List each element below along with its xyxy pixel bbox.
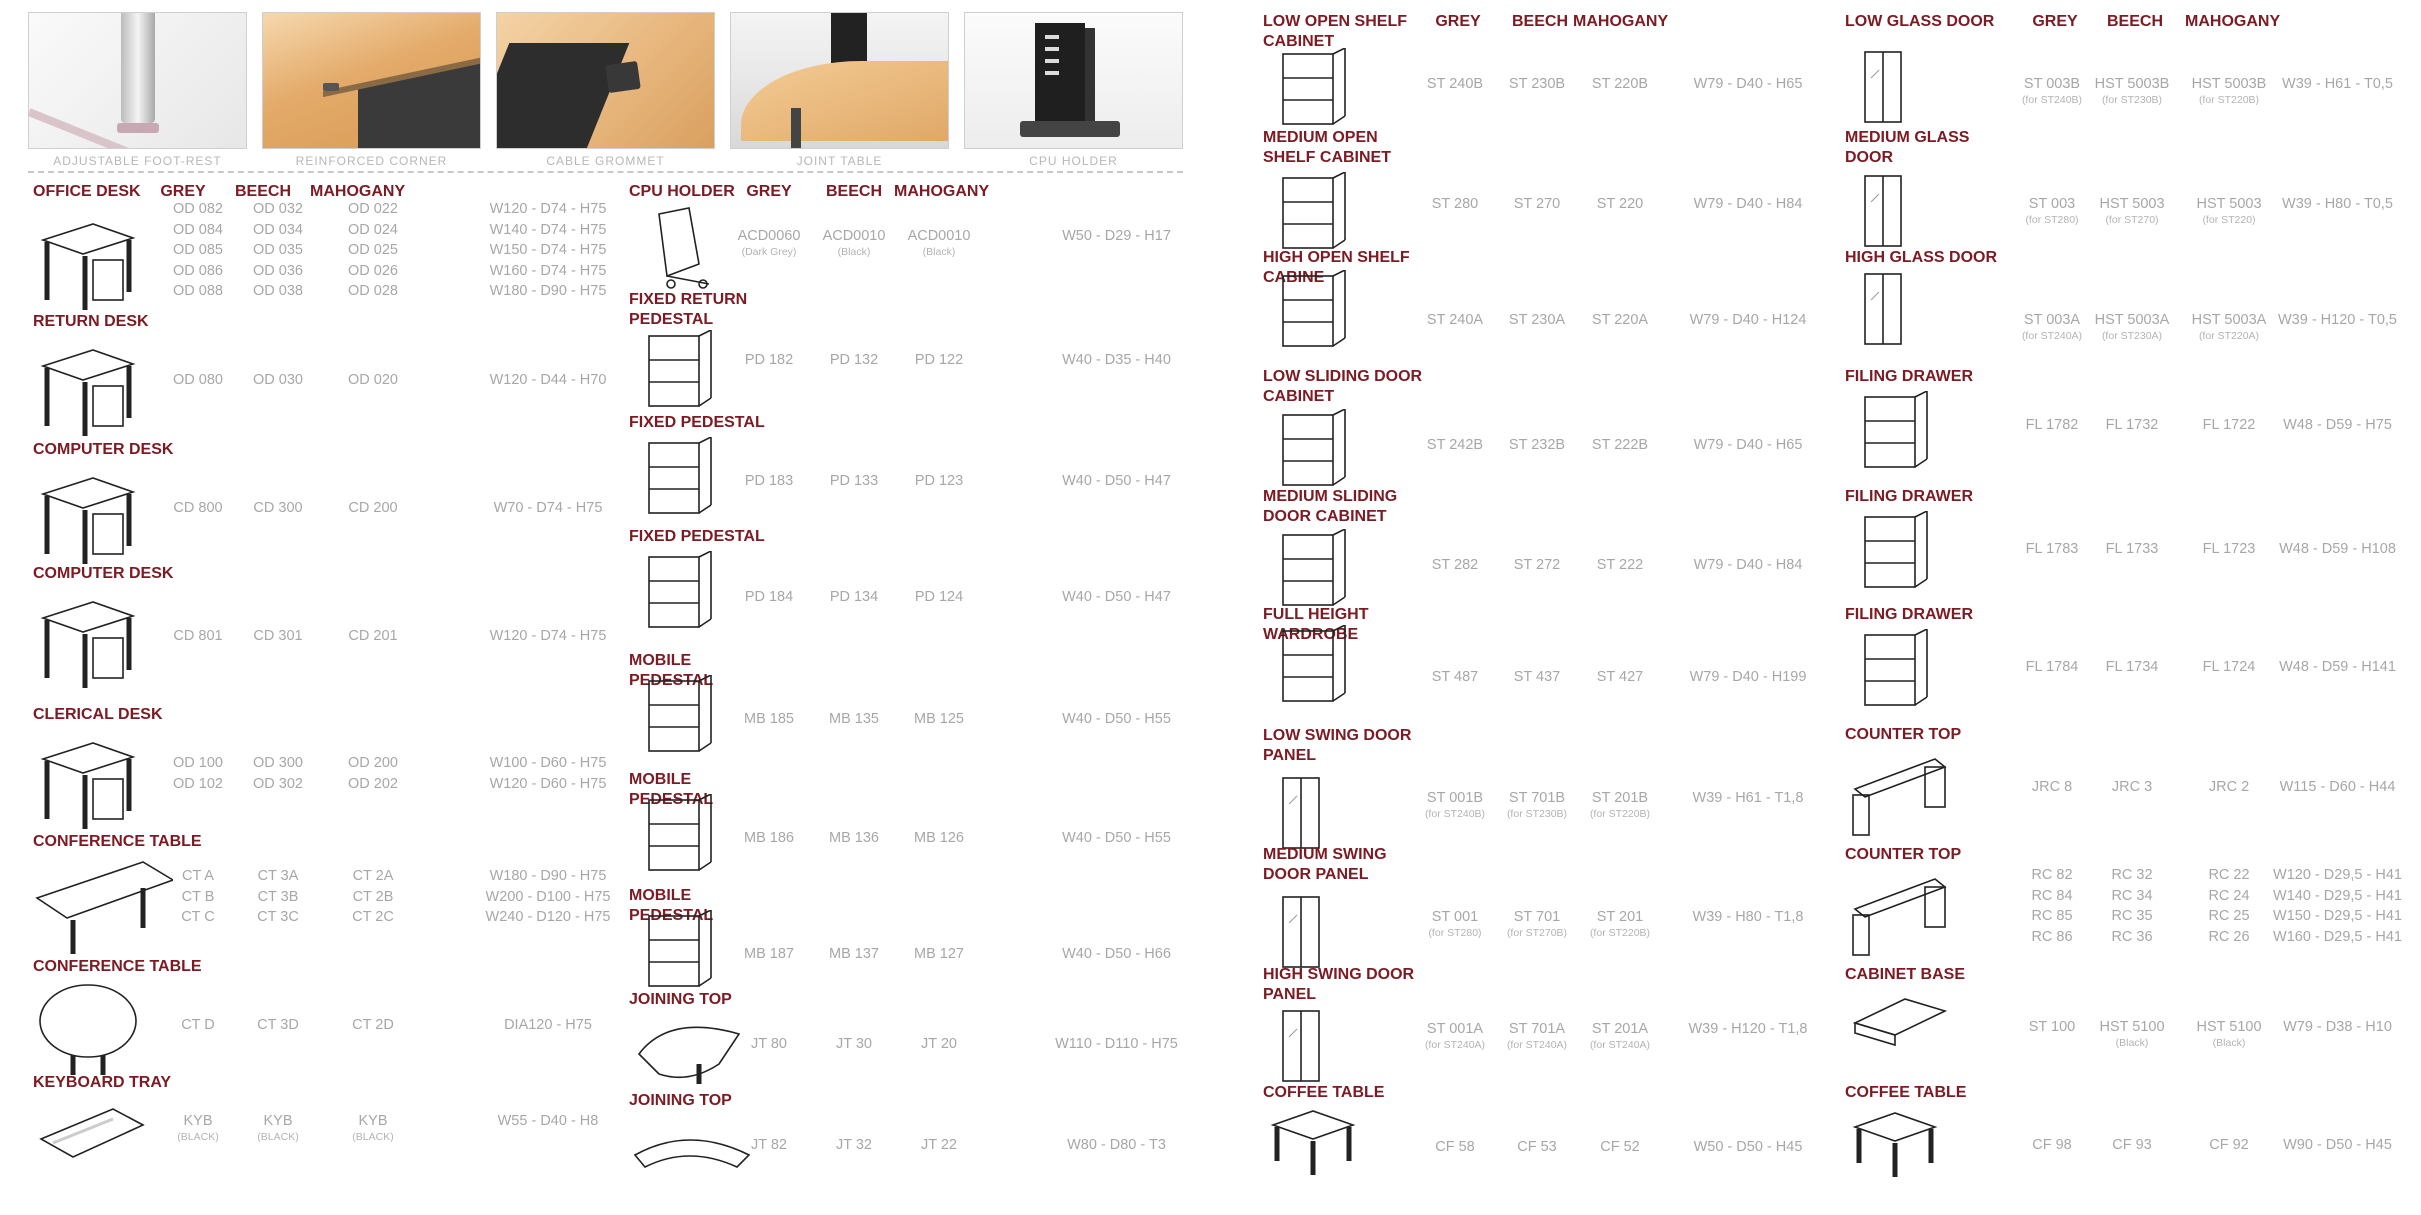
product-dimensions: W79 - D40 - H65	[1648, 435, 1848, 456]
reinforced-corner-photo	[262, 12, 481, 149]
product-code: JT 22	[889, 1135, 989, 1156]
product-code: FL 1722	[2179, 415, 2279, 436]
header-grey: GREY	[138, 182, 228, 202]
code-note: (for ST280)	[2002, 215, 2102, 226]
product-code: ST 427	[1570, 667, 1670, 688]
product-dimensions: W40 - D50 - H47	[1017, 587, 1217, 608]
product-code: CT 2C	[323, 907, 423, 928]
product-dimensions: W48 - D59 - H75	[2238, 415, 2421, 436]
coffee-table-icon	[1845, 1107, 1985, 1207]
product-title: MEDIUM SLIDING DOOR CABINET	[1263, 487, 1433, 527]
photo-card	[28, 12, 247, 168]
code-note: (for ST230A)	[2082, 331, 2182, 342]
product-code: ST 201A (for ST240A)	[1570, 1019, 1670, 1051]
product-title: COUNTER TOP	[1845, 725, 2005, 745]
product-code: ST 437	[1487, 667, 1587, 688]
product-code: OD 038	[228, 281, 328, 302]
product-dimensions: W100 - D60 - H75	[448, 753, 648, 774]
product-title: COUNTER TOP	[1845, 845, 2005, 865]
code-note: (for ST240A)	[1405, 1040, 1505, 1051]
product-title: JOINING TOP	[629, 1091, 774, 1111]
product-code: OD 022	[323, 199, 423, 220]
product-code: HST 5003B (for ST230B)	[2082, 74, 2182, 106]
product-title: LOW GLASS DOOR	[1845, 12, 2005, 32]
product-code: OD 020	[323, 370, 423, 391]
product-title: LOW SWING DOOR PANEL	[1263, 726, 1433, 766]
product-code: RC 86	[2002, 927, 2102, 948]
photo-caption: CPU HOLDER	[1029, 154, 1118, 168]
counter-top-icon	[1845, 749, 1985, 849]
product-code: RC 25	[2179, 906, 2279, 927]
product-dimensions: W79 - D40 - H199	[1648, 667, 1848, 688]
product-code: CT 3C	[228, 907, 328, 928]
product-code: OD 025	[323, 240, 423, 261]
photo-caption: JOINT TABLE	[797, 154, 883, 168]
product-code: FL 1734	[2082, 657, 2182, 678]
product-code: FL 1733	[2082, 539, 2182, 560]
header-mahogany: MAHOGANY	[2185, 12, 2275, 32]
photo-card	[964, 12, 1183, 168]
product-dimensions: W48 - D59 - H141	[2238, 657, 2421, 678]
product-code: ST 230A	[1487, 310, 1587, 331]
product-dimensions: W39 - H61 - T1,8	[1648, 788, 1848, 809]
product-title: FIXED RETURN PEDESTAL	[629, 290, 774, 330]
product-title: MOBILE PEDESTAL	[629, 770, 774, 810]
product-code: OD 084	[148, 220, 248, 241]
product-code: PD 132	[804, 350, 904, 371]
product-code: HST 5003A (for ST230A)	[2082, 310, 2182, 342]
product-code: ST 003B (for ST240B)	[2002, 74, 2102, 106]
product-code: OD 202	[323, 774, 423, 795]
header-grey: GREY	[1413, 12, 1503, 32]
product-dimensions: W140 - D29,5 - H41	[2238, 886, 2421, 907]
product-code: JT 32	[804, 1135, 904, 1156]
section-divider	[28, 171, 1183, 173]
full-height-wardrobe-icon	[1263, 625, 1403, 725]
product-title: HIGH OPEN SHELF CABINE	[1263, 248, 1433, 288]
product-dimensions: W39 - H61 - T0,5	[2238, 74, 2421, 95]
adjustable-foot-rest-photo	[28, 12, 247, 149]
header-mahogany: MAHOGANY	[310, 182, 400, 202]
header-beech: BEECH	[2090, 12, 2180, 32]
product-code: CD 300	[228, 498, 328, 519]
header-beech: BEECH	[1495, 12, 1585, 32]
photo-card	[730, 12, 949, 168]
photo-card	[496, 12, 715, 168]
product-code: CF 92	[2179, 1135, 2279, 1156]
product-dimensions: W180 - D90 - H75	[448, 866, 648, 887]
product-code: CT A	[148, 866, 248, 887]
product-code: PD 134	[804, 587, 904, 608]
product-code: ST 100	[2002, 1017, 2102, 1038]
product-dimensions: W80 - D80 - T3	[1017, 1135, 1217, 1156]
code-note: (for ST220A)	[2179, 331, 2279, 342]
header-beech: BEECH	[218, 182, 308, 202]
product-dimensions: W140 - D74 - H75	[448, 220, 648, 241]
product-title: MEDIUM OPEN SHELF CABINET	[1263, 128, 1433, 168]
code-note: (for ST230B)	[1487, 809, 1587, 820]
product-dimensions: W90 - D50 - H45	[2238, 1135, 2421, 1156]
code-note: (for ST240A)	[1487, 1040, 1587, 1051]
code-note: (for ST220)	[2179, 215, 2279, 226]
product-code: CT 3D	[228, 1015, 328, 1036]
product-code: RC 85	[2002, 906, 2102, 927]
product-code: MB 135	[804, 709, 904, 730]
product-code: OD 024	[323, 220, 423, 241]
code-note: (for ST270B)	[1487, 928, 1587, 939]
product-code: CF 93	[2082, 1135, 2182, 1156]
product-code: ACD0010 (Black)	[889, 226, 989, 258]
product-title: MOBILE PEDESTAL	[629, 886, 774, 926]
code-note: (Black)	[2082, 1038, 2182, 1049]
code-note: (BLACK)	[228, 1132, 328, 1143]
product-code: OD 028	[323, 281, 423, 302]
product-code: ST 201 (for ST220B)	[1570, 907, 1670, 939]
code-note: (Dark Grey)	[719, 247, 819, 258]
product-code: RC 24	[2179, 886, 2279, 907]
product-code: CT 2D	[323, 1015, 423, 1036]
product-code: ACD0010 (Black)	[804, 226, 904, 258]
product-dimensions: W160 - D29,5 - H41	[2238, 927, 2421, 948]
product-dimensions: DIA120 - H75	[448, 1015, 648, 1036]
product-title: FILING DRAWER	[1845, 487, 2005, 507]
product-code: ST 220A	[1570, 310, 1670, 331]
product-dimensions: W120 - D74 - H75	[448, 199, 648, 220]
product-code: FL 1724	[2179, 657, 2279, 678]
product-code: CT D	[148, 1015, 248, 1036]
code-note: (Black)	[804, 247, 904, 258]
product-code: RC 35	[2082, 906, 2182, 927]
product-code: ST 242B	[1405, 435, 1505, 456]
product-code: OD 085	[148, 240, 248, 261]
product-code: JRC 8	[2002, 777, 2102, 798]
product-code: CD 200	[323, 498, 423, 519]
product-code: ST 701B (for ST230B)	[1487, 788, 1587, 820]
product-code: ST 001B (for ST240B)	[1405, 788, 1505, 820]
product-code: HST 5100 (Black)	[2082, 1017, 2182, 1049]
product-code: ST 272	[1487, 555, 1587, 576]
product-code: JRC 3	[2082, 777, 2182, 798]
product-dimensions: W120 - D60 - H75	[448, 774, 648, 795]
product-code: HST 5003B (for ST220B)	[2179, 74, 2279, 106]
product-code: MB 137	[804, 944, 904, 965]
cable-grommet-photo	[496, 12, 715, 149]
product-title: COMPUTER DESK	[33, 440, 173, 460]
product-dimensions: W40 - D50 - H66	[1017, 944, 1217, 965]
product-code: ST 232B	[1487, 435, 1587, 456]
product-dimensions: W150 - D29,5 - H41	[2238, 906, 2421, 927]
product-code: RC 34	[2082, 886, 2182, 907]
product-dimensions: W120 - D74 - H75	[448, 626, 648, 647]
product-code: HST 5003 (for ST220)	[2179, 194, 2279, 226]
product-code: CT 2B	[323, 887, 423, 908]
product-code: RC 36	[2082, 927, 2182, 948]
product-code: HST 5003A (for ST220A)	[2179, 310, 2279, 342]
feature-photo-strip	[28, 12, 1183, 168]
product-code: CT 3B	[228, 887, 328, 908]
product-code: MB 125	[889, 709, 989, 730]
product-code: FL 1723	[2179, 539, 2279, 560]
product-dimensions: W48 - D59 - H108	[2238, 539, 2421, 560]
product-code: ST 222	[1570, 555, 1670, 576]
product-code: PD 183	[719, 471, 819, 492]
product-code: PD 182	[719, 350, 819, 371]
product-code: ST 487	[1405, 667, 1505, 688]
product-dimensions: W39 - H120 - T0,5	[2238, 310, 2421, 331]
product-code: PD 184	[719, 587, 819, 608]
product-title: CONFERENCE TABLE	[33, 832, 202, 852]
product-dimensions: W39 - H80 - T0,5	[2238, 194, 2421, 215]
product-code: ST 240A	[1405, 310, 1505, 331]
product-code: ST 003A (for ST240A)	[2002, 310, 2102, 342]
product-code: ST 282	[1405, 555, 1505, 576]
product-dimensions: W180 - D90 - H75	[448, 281, 648, 302]
product-code: ST 001A (for ST240A)	[1405, 1019, 1505, 1051]
product-title: FULL HEIGHT WARDROBE	[1263, 605, 1433, 645]
header-mahogany: MAHOGANY	[1573, 12, 1663, 32]
product-code: HST 5100 (Black)	[2179, 1017, 2279, 1049]
product-dimensions: W55 - D40 - H8	[448, 1111, 648, 1132]
product-code: OD 032	[228, 199, 328, 220]
product-code: KYB (BLACK)	[323, 1111, 423, 1143]
product-title: FILING DRAWER	[1845, 605, 2005, 625]
header-grey: GREY	[724, 182, 814, 202]
product-code: MB 126	[889, 828, 989, 849]
product-dimensions: W110 - D110 - H75	[1017, 1034, 1217, 1055]
product-code: PD 133	[804, 471, 904, 492]
product-code: ST 001 (for ST280)	[1405, 907, 1505, 939]
code-note: (for ST220B)	[2179, 95, 2279, 106]
product-code: CT B	[148, 887, 248, 908]
counter-top-icon	[1845, 869, 1985, 969]
cpu-holder-photo	[964, 12, 1183, 149]
product-code: JT 20	[889, 1034, 989, 1055]
product-title: FILING DRAWER	[1845, 367, 2005, 387]
product-title: JOINING TOP	[629, 990, 774, 1010]
code-note: (for ST240A)	[2002, 331, 2102, 342]
product-code: JT 82	[719, 1135, 819, 1156]
product-code: PD 124	[889, 587, 989, 608]
product-code: OD 302	[228, 774, 328, 795]
code-note: (BLACK)	[323, 1132, 423, 1143]
product-dimensions: W39 - H120 - T1,8	[1648, 1019, 1848, 1040]
product-code: JT 30	[804, 1034, 904, 1055]
product-title: COMPUTER DESK	[33, 564, 173, 584]
product-code: OD 034	[228, 220, 328, 241]
product-code: MB 186	[719, 828, 819, 849]
product-dimensions: W115 - D60 - H44	[2238, 777, 2421, 798]
product-code: MB 185	[719, 709, 819, 730]
product-code: CT 2A	[323, 866, 423, 887]
code-note: (BLACK)	[148, 1132, 248, 1143]
product-code: OD 036	[228, 261, 328, 282]
product-code: OD 200	[323, 753, 423, 774]
filing-drawer-icon	[1845, 629, 1985, 729]
product-code: OD 035	[228, 240, 328, 261]
product-dimensions: W200 - D100 - H75	[448, 887, 648, 908]
product-code: FL 1782	[2002, 415, 2102, 436]
photo-card	[262, 12, 481, 168]
cabinet-base-icon	[1845, 989, 1985, 1089]
product-code: CD 800	[148, 498, 248, 519]
header-grey: GREY	[2010, 12, 2100, 32]
product-code: ST 003 (for ST280)	[2002, 194, 2102, 226]
product-dimensions: W79 - D40 - H84	[1648, 194, 1848, 215]
code-note: (for ST220B)	[1570, 809, 1670, 820]
photo-caption: CABLE GROMMET	[546, 154, 664, 168]
product-dimensions: W50 - D29 - H17	[1017, 226, 1217, 247]
product-code: RC 32	[2082, 865, 2182, 886]
high-open-shelf-cabinet-icon	[1263, 270, 1403, 370]
high-glass-door-icon	[1845, 270, 1985, 370]
code-note: (for ST280)	[1405, 928, 1505, 939]
product-code: FL 1783	[2002, 539, 2102, 560]
product-code: FL 1732	[2082, 415, 2182, 436]
product-code: ST 230B	[1487, 74, 1587, 95]
filing-drawer-icon	[1845, 391, 1985, 491]
product-title: OFFICE DESK	[33, 182, 141, 202]
header-mahogany: MAHOGANY	[894, 182, 984, 202]
product-dimensions: W70 - D74 - H75	[448, 498, 648, 519]
product-code: MB 187	[719, 944, 819, 965]
product-code: MB 127	[889, 944, 989, 965]
product-code: CT C	[148, 907, 248, 928]
product-code: OD 030	[228, 370, 328, 391]
product-code: RC 84	[2002, 886, 2102, 907]
code-note: (for ST270)	[2082, 215, 2182, 226]
product-code: ST 701 (for ST270B)	[1487, 907, 1587, 939]
product-title: CPU HOLDER	[629, 182, 774, 202]
product-code: OD 080	[148, 370, 248, 391]
product-code: KYB (BLACK)	[228, 1111, 328, 1143]
product-title: MEDIUM GLASS DOOR	[1845, 128, 2005, 168]
product-code: RC 26	[2179, 927, 2279, 948]
product-dimensions: W40 - D50 - H47	[1017, 471, 1217, 492]
product-title: HIGH GLASS DOOR	[1845, 248, 2005, 268]
product-code: CD 201	[323, 626, 423, 647]
product-code: ST 222B	[1570, 435, 1670, 456]
product-code: ST 220	[1570, 194, 1670, 215]
product-code: OD 026	[323, 261, 423, 282]
product-code: CF 52	[1570, 1137, 1670, 1158]
product-code: ST 280	[1405, 194, 1505, 215]
product-code: ST 220B	[1570, 74, 1670, 95]
product-code: JRC 2	[2179, 777, 2279, 798]
coffee-table-icon	[1263, 1105, 1403, 1205]
product-dimensions: W40 - D50 - H55	[1017, 828, 1217, 849]
product-code: RC 22	[2179, 865, 2279, 886]
product-dimensions: W120 - D29,5 - H41	[2238, 865, 2421, 886]
product-code: ST 240B	[1405, 74, 1505, 95]
product-code: ACD0060 (Dark Grey)	[719, 226, 819, 258]
product-title: KEYBOARD TRAY	[33, 1073, 171, 1093]
quarter-joining-top-icon	[629, 1115, 769, 1215]
photo-caption: ADJUSTABLE FOOT-REST	[53, 154, 221, 168]
product-dimensions: W150 - D74 - H75	[448, 240, 648, 261]
product-code: OD 086	[148, 261, 248, 282]
product-code: ST 701A (for ST240A)	[1487, 1019, 1587, 1051]
product-dimensions: W79 - D38 - H10	[2238, 1017, 2421, 1038]
code-note: (Black)	[2179, 1038, 2279, 1049]
product-code: OD 102	[148, 774, 248, 795]
product-code: RC 82	[2002, 865, 2102, 886]
product-code: KYB (BLACK)	[148, 1111, 248, 1143]
product-code: CD 801	[148, 626, 248, 647]
code-note: (for ST240B)	[2002, 95, 2102, 106]
product-code: JT 80	[719, 1034, 819, 1055]
product-dimensions: W79 - D40 - H65	[1648, 74, 1848, 95]
code-note: (Black)	[889, 247, 989, 258]
product-code: OD 100	[148, 753, 248, 774]
product-code: FL 1784	[2002, 657, 2102, 678]
product-code: OD 088	[148, 281, 248, 302]
product-title: HIGH SWING DOOR PANEL	[1263, 965, 1433, 1005]
product-code: CT 3A	[228, 866, 328, 887]
product-code: ST 201B (for ST220B)	[1570, 788, 1670, 820]
product-code: OD 082	[148, 199, 248, 220]
product-dimensions: W79 - D40 - H124	[1648, 310, 1848, 331]
code-note: (for ST240B)	[1405, 809, 1505, 820]
product-title: FIXED PEDESTAL	[629, 413, 774, 433]
product-code: CF 58	[1405, 1137, 1505, 1158]
product-code: PD 123	[889, 471, 989, 492]
product-dimensions: W240 - D120 - H75	[448, 907, 648, 928]
product-code: HST 5003 (for ST270)	[2082, 194, 2182, 226]
product-title: MOBILE PEDESTAL	[629, 651, 774, 691]
product-title: FIXED PEDESTAL	[629, 527, 774, 547]
product-title: CABINET BASE	[1845, 965, 2005, 985]
product-code: PD 122	[889, 350, 989, 371]
code-note: (for ST220B)	[1570, 928, 1670, 939]
product-code: OD 300	[228, 753, 328, 774]
joint-table-photo	[730, 12, 949, 149]
product-dimensions: W39 - H80 - T1,8	[1648, 907, 1848, 928]
product-title: CLERICAL DESK	[33, 705, 163, 725]
header-beech: BEECH	[809, 182, 899, 202]
product-dimensions: W50 - D50 - H45	[1648, 1137, 1848, 1158]
product-title: LOW SLIDING DOOR CABINET	[1263, 367, 1433, 407]
product-dimensions: W79 - D40 - H84	[1648, 555, 1848, 576]
product-code: CD 301	[228, 626, 328, 647]
product-dimensions: W120 - D44 - H70	[448, 370, 648, 391]
product-title: CONFERENCE TABLE	[33, 957, 202, 977]
code-note: (for ST230B)	[2082, 95, 2182, 106]
product-dimensions: W40 - D50 - H55	[1017, 709, 1217, 730]
filing-drawer-icon	[1845, 511, 1985, 611]
product-title: RETURN DESK	[33, 312, 149, 332]
product-title: COFFEE TABLE	[1845, 1083, 2005, 1103]
product-code: CF 53	[1487, 1137, 1587, 1158]
product-dimensions: W160 - D74 - H75	[448, 261, 648, 282]
product-title: LOW OPEN SHELF CABINET	[1263, 12, 1433, 52]
product-dimensions: W40 - D35 - H40	[1017, 350, 1217, 371]
product-code: CF 98	[2002, 1135, 2102, 1156]
product-title: MEDIUM SWING DOOR PANEL	[1263, 845, 1433, 885]
photo-caption: REINFORCED CORNER	[296, 154, 448, 168]
product-code: MB 136	[804, 828, 904, 849]
product-title: COFFEE TABLE	[1263, 1083, 1433, 1103]
product-code: ST 270	[1487, 194, 1587, 215]
code-note: (for ST240A)	[1570, 1040, 1670, 1051]
